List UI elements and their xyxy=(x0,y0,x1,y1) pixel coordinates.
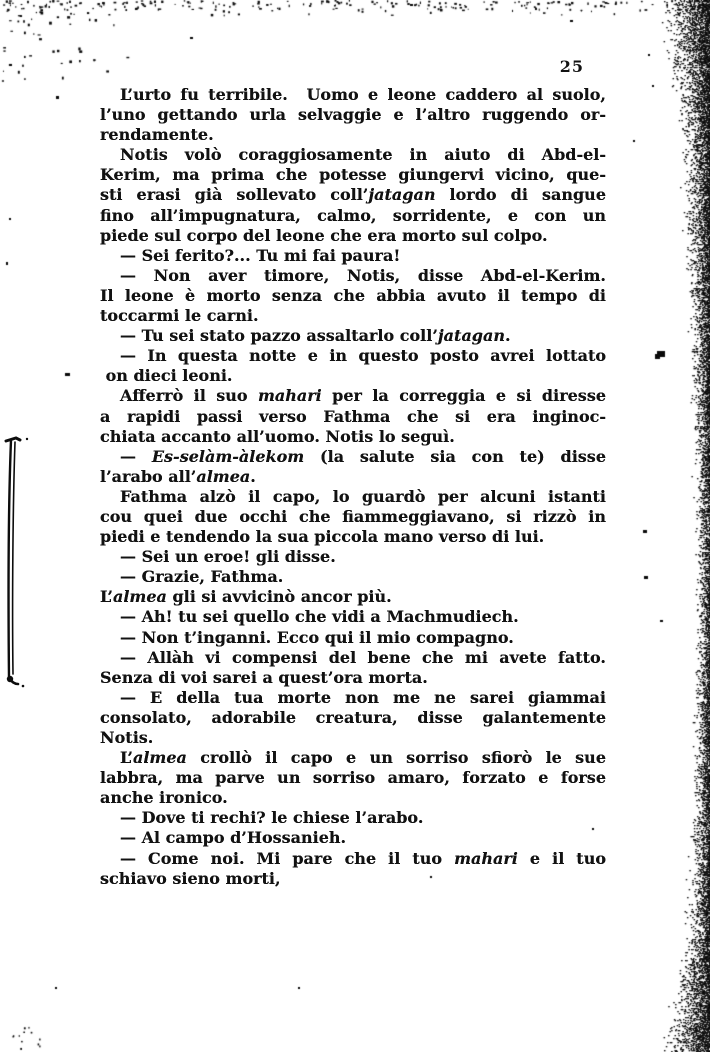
paragraph xyxy=(100,487,606,547)
text-segment: — Ah! tu sei quello che vidi a Machmudiech. xyxy=(120,607,519,627)
text-line xyxy=(100,185,606,205)
text-segment: on dieci leoni. xyxy=(100,366,233,386)
text-segment: — Sei ferito?... Tu mi fai paura! xyxy=(120,245,401,265)
text-segment: L’ xyxy=(120,748,133,768)
text-line xyxy=(100,85,606,105)
text-line xyxy=(100,386,606,406)
text-segment: labbra, ma parve un sorriso amaro, forzato e forse xyxy=(100,768,606,788)
text-segment: crollò il capo e un sorriso sfiorò le sue xyxy=(186,748,606,768)
text-segment: lordo di sangue xyxy=(435,185,606,205)
pen-blot xyxy=(7,676,13,682)
text-segment: Notis volò coraggiosamente in aiuto di Abd-el- xyxy=(120,145,606,165)
paragraph xyxy=(100,85,606,145)
text-line xyxy=(100,226,606,246)
text-line xyxy=(100,246,606,266)
pen-blot xyxy=(26,438,28,440)
text-segment: — Dove ti rechi? le chiese l’arabo. xyxy=(120,808,424,828)
italic-text: mahari xyxy=(257,386,322,406)
page-text xyxy=(100,85,606,889)
text-line xyxy=(100,165,606,185)
text-line xyxy=(100,366,606,386)
margin-pen-mark xyxy=(0,430,40,698)
italic-text: almea xyxy=(132,748,187,768)
paragraph xyxy=(100,567,606,587)
text-segment: rendamente. xyxy=(100,125,214,145)
text-segment: . xyxy=(505,326,511,346)
text-segment: gli si avvicinò ancor più. xyxy=(166,587,392,607)
text-segment: Kerim, ma prima che potesse giungervi vicino, que- xyxy=(100,165,606,185)
text-segment: cou quei due occhi che fiammeggiavano, si rizzò in xyxy=(100,506,606,526)
text-segment: l’arabo all’ xyxy=(100,466,197,486)
text-segment: chiata accanto all’uomo. Notis lo seguì. xyxy=(100,426,455,446)
text-line xyxy=(100,346,606,366)
text-segment: — Allàh vi compensi del bene che mi avete fatto. xyxy=(120,647,606,667)
text-segment: Notis. xyxy=(100,728,154,747)
paragraph xyxy=(100,547,606,567)
text-line xyxy=(100,145,606,165)
text-segment: sti erasi già sollevato coll’ xyxy=(100,185,369,205)
text-segment: l’uno gettando urla selvaggie e l’altro ruggendo or- xyxy=(100,105,606,125)
text-line xyxy=(100,869,606,889)
italic-text: Es-selàm-àlekom xyxy=(151,446,305,466)
text-line xyxy=(100,587,606,607)
text-segment: a rapidi passi verso Fathma che si era inginoc- xyxy=(100,406,606,426)
text-segment: piedi e tendendo la sua piccola mano verso di lui. xyxy=(100,527,545,547)
text-line xyxy=(100,808,606,828)
italic-text: almea xyxy=(112,587,167,607)
paragraph xyxy=(100,628,606,648)
text-segment: — In questa notte e in questo posto avrei lottato xyxy=(120,346,606,366)
paragraph xyxy=(100,266,606,326)
text-line xyxy=(100,326,606,346)
text-line xyxy=(100,688,606,708)
text-segment: Fathma alzò il capo, lo guardò per alcuni istanti xyxy=(120,486,606,506)
text-line xyxy=(100,447,606,467)
pen-blot xyxy=(22,685,25,688)
text-segment: anche ironico. xyxy=(100,788,228,808)
paragraph xyxy=(100,648,606,688)
text-segment: schiavo sieno morti, xyxy=(100,868,281,888)
text-segment: — Sei un eroe! gli disse. xyxy=(120,547,336,567)
text-segment: Il leone è morto senza che abbia avuto il tempo di xyxy=(100,285,606,305)
text-line xyxy=(100,748,606,768)
paragraph xyxy=(100,828,606,848)
paragraph xyxy=(100,808,606,828)
text-segment: (la salute sia con te) disse xyxy=(304,446,606,466)
text-line xyxy=(100,547,606,567)
paragraph xyxy=(100,688,606,748)
paragraph xyxy=(100,849,606,889)
text-segment: toccarmi le carni. xyxy=(100,306,259,326)
text-segment: — Non t’inganni. Ecco qui il mio compagno. xyxy=(120,627,514,647)
italic-text: mahari xyxy=(454,848,518,868)
text-line xyxy=(100,266,606,286)
text-segment: Afferrò il suo xyxy=(120,386,258,406)
paragraph xyxy=(100,748,606,808)
paragraph xyxy=(100,587,606,607)
page-number: 25 xyxy=(559,57,584,76)
text-segment: per la correggia e si diresse xyxy=(321,386,607,406)
text-line xyxy=(100,828,606,848)
paragraph xyxy=(100,346,606,386)
text-line xyxy=(100,427,606,447)
text-line xyxy=(100,708,606,728)
text-segment: L’urto fu terribile. Uomo e leone caddero al suolo, xyxy=(120,85,606,104)
text-line xyxy=(100,105,606,125)
paragraph xyxy=(100,145,606,245)
pen-stroke xyxy=(13,442,15,674)
text-segment: — Grazie, Fathma. xyxy=(120,567,284,587)
text-line xyxy=(100,768,606,788)
text-line xyxy=(100,507,606,527)
text-line xyxy=(100,668,606,688)
text-segment: fino all’impugnatura, calmo, sorridente, e con un xyxy=(100,205,606,225)
text-line xyxy=(100,788,606,808)
text-segment: — Come noi. Mi pare che il tuo xyxy=(120,848,455,868)
italic-text: jatagan xyxy=(368,185,436,205)
text-line xyxy=(100,487,606,507)
text-line xyxy=(100,567,606,587)
text-segment: e il tuo xyxy=(517,848,606,868)
text-segment: . xyxy=(250,466,256,486)
text-line xyxy=(100,286,606,306)
text-segment: piede sul corpo del leone che era morto sul colpo. xyxy=(100,225,548,245)
text-line xyxy=(100,628,606,648)
paragraph xyxy=(100,447,606,487)
paragraph xyxy=(100,326,606,346)
pen-stroke xyxy=(9,440,11,678)
text-segment: — Non aver timore, Notis, disse Abd-el-Kerim. xyxy=(120,265,606,285)
pen-stroke xyxy=(6,438,20,441)
text-segment: L’ xyxy=(100,587,113,607)
text-segment: consolato, adorabile creatura, disse galantemente xyxy=(100,707,606,727)
text-segment: — E della tua morte non me ne sarei giammai xyxy=(120,687,606,707)
text-line xyxy=(100,728,606,748)
text-line xyxy=(100,125,606,145)
paragraph xyxy=(100,386,606,446)
text-line xyxy=(100,849,606,869)
text-segment: — xyxy=(120,446,152,466)
text-line xyxy=(100,407,606,427)
text-segment: — Tu sei stato pazzo assaltarlo coll’ xyxy=(120,326,438,346)
text-segment: Senza di voi sarei a quest’ora morta. xyxy=(100,667,428,687)
text-line xyxy=(100,306,606,326)
text-line xyxy=(100,607,606,627)
text-segment: — Al campo d’Hossanieh. xyxy=(120,828,347,848)
text-line xyxy=(100,467,606,487)
text-line xyxy=(100,527,606,547)
paragraph xyxy=(100,607,606,627)
text-line xyxy=(100,648,606,668)
text-line xyxy=(100,206,606,226)
italic-text: jatagan xyxy=(437,326,505,346)
italic-text: almea xyxy=(196,466,251,486)
paragraph xyxy=(100,246,606,266)
